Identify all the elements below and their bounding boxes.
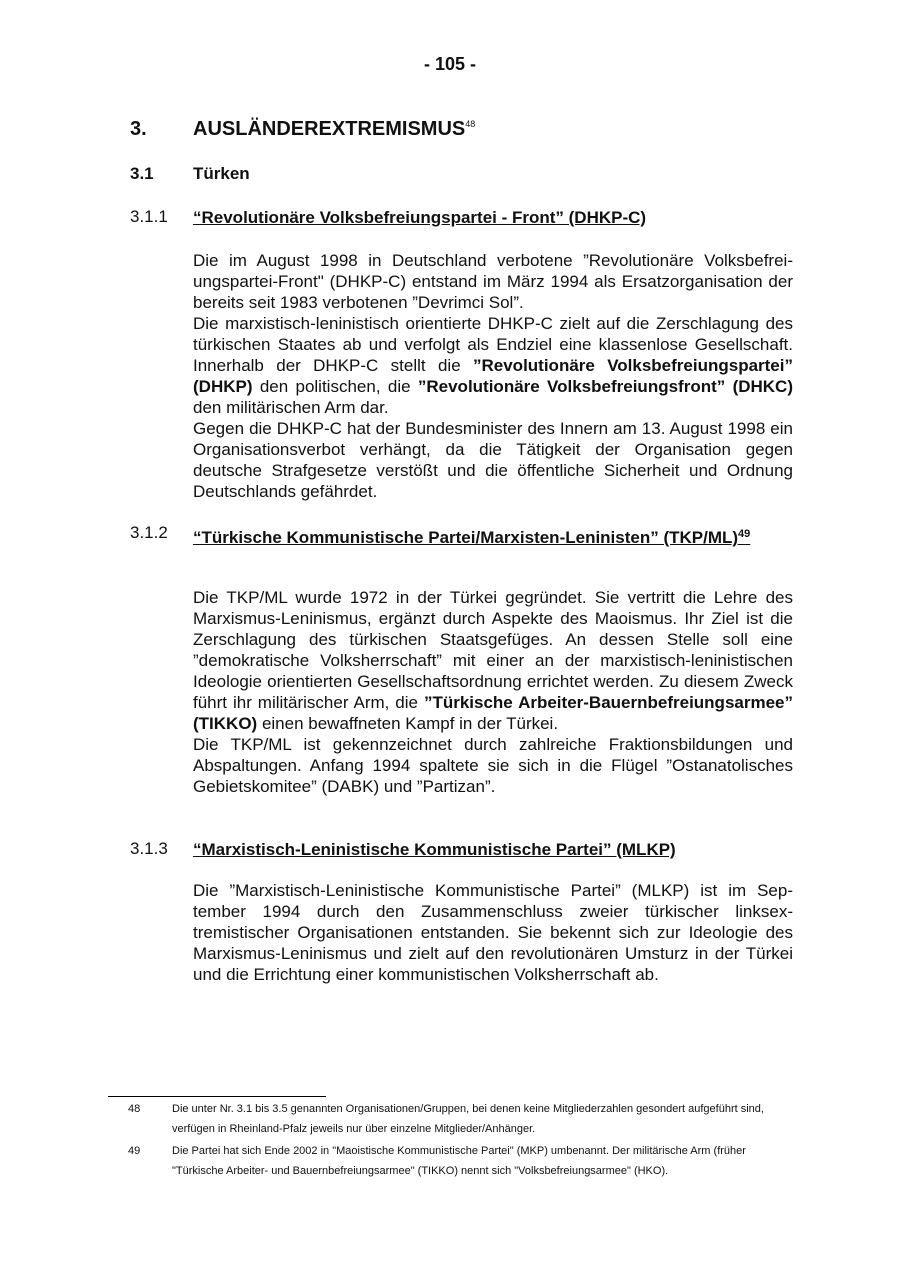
section-number: 3.1 [130, 164, 154, 183]
subsection-number: 3.1.3 [130, 839, 168, 858]
subsection-title: “Türkische Kommunistische Partei/Marxisten-Leninisten” $(TKP/ML)^{49}$ [193, 528, 751, 547]
footnote-ref-49[interactable]: 49 [738, 528, 751, 540]
paragraph: Gegen die DHKP-C hat der Bundesminister des Innern am 13. August 1998 ein Organisationsverbot verhängt, da die Tätigkeit der Organisation gegen deutsche Strafgesetze verstößt und die öffentliche Sicherheit und Ordnung Deutschlands gefährdet. [193, 419, 793, 501]
paragraph: Die ”Marxistisch-Leninistische Kommunistische Partei” (MLKP) ist im September 1994 durch den Zusammenschluss zweier türkischer linksextremistischer Organisationen entstanden. Sie bekennt sich zur Ideologie des Marxismus-Leninismus und zielt auf den revolutionären Umsturz in der Türkei und die Errichtung einer kommunistischen Volksherrschaft ab. [193, 881, 793, 984]
chapter-title: AUSLÄNDEREXTREMISMUS [193, 118, 466, 140]
paragraph: Die marxistisch-leninistisch orientierte DHKP-C zielt auf die Zerschlagung des türkischen Staates ab und verfolgt als Endziel eine klassenlose Gesellschaft. Innerhalb der DHKP-C stellt die ”Revolutionäre Volksbefreiungspartei” (DHKP) den politischen, die ”Revolutionäre Volksbefreiungsfront” (DHKC) den militärischen Arm dar. [193, 314, 793, 417]
footnote-text: Die Partei hat sich Ende 2002 in "Maoistische Kommunistische Partei" (MKP) umbenannt. Der militärische Arm (früher "Türkische Arbeiter- und Bauernbefreiungsarmee" (TIKKO) nennt sich "Volksbefreiungsarmee" (HKO). [172, 1145, 746, 1177]
paragraph: Die TKP/ML wurde 1972 in der Türkei gegründet. Sie vertritt die Lehre des Marxismus-Leninismus, ergänzt durch Aspekte des Maoismus. Ihr Ziel ist die Zerschlagung des türkischen Staatsgefüges. An dessen Stelle soll eine ”demokratische Volksherrschaft” mit einer an der marxistisch-leninistischen Ideologie orientierten Gesellschaftsordnung errichtet werden. Zu diesem Zweck führt ihr militärischer Arm, die ”Türkische Arbeiter-Bauernbefreiungsarmee” (TIKKO) einen bewaffneten Kampf in der Türkei. [193, 588, 793, 733]
subsection-body-tkpml [193, 587, 793, 797]
footnote-ref-48[interactable]: 48 [465, 119, 476, 129]
footnote-text: Die unter Nr. 3.1 bis 3.5 genannten Organisationen/Gruppen, bei denen keine Mitgliederzahlen gesondert aufgeführt sind, verfügen in Rheinland-Pfalz jeweils nur über einzelne Mitglieder/Anhänger. [172, 1103, 764, 1135]
section-heading [130, 164, 250, 184]
subsection-number: 3.1.1 [130, 207, 168, 226]
subsection-title: “Marxistisch-Leninistische Kommunistische Partei” (MLKP) [193, 840, 676, 859]
section-title: Türken [193, 164, 250, 183]
paragraph: Die im August 1998 in Deutschland verbotene ”Revolutionäre Volksbefreiungspartei-Front" (DHKP-C) entstand im März 1994 als Ersatzorganisation der bereits seit 1983 verbotenen ”Devrimci Sol”. [193, 251, 793, 312]
paragraph: Die TKP/ML ist gekennzeichnet durch zahlreiche Fraktionsbildungen und Abspaltungen. Anfang 1994 spaltete sie sich in die Flügel ”Ostanatolisches Gebietskomitee” (DABK) und ”Partizan”. [193, 735, 793, 796]
subsection-body-dhkpc [193, 250, 793, 502]
chapter-heading [130, 118, 475, 141]
footnote-divider [108, 1096, 326, 1097]
chapter-number: 3. [130, 118, 147, 140]
subsection-number: 3.1.2 [130, 523, 168, 542]
footnote-number: 48 [128, 1103, 141, 1115]
subsection-title: “Revolutionäre Volksbefreiungspartei - Front” (DHKP-C) [193, 208, 647, 227]
page-number: - 105 - [423, 54, 477, 74]
subsection-body-mlkp [193, 880, 793, 985]
footnote-number: 49 [128, 1145, 141, 1157]
